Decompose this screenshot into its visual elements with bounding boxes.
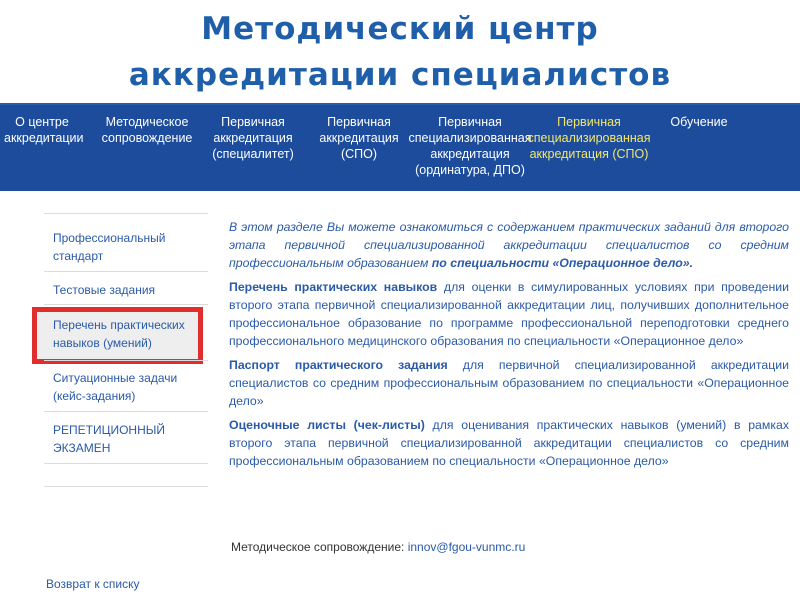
sidebar-divider [44, 360, 208, 361]
contact-label: Методическое сопровождение: [231, 540, 405, 554]
nav-item-primary-specialty[interactable]: Первичная аккредитация (специалитет) [212, 115, 294, 161]
title-line-1: Методический центр [201, 11, 599, 47]
contact-line [231, 540, 525, 554]
checklists-paragraph [229, 416, 789, 470]
sidebar-divider [44, 411, 208, 412]
skills-list-text: для оценки в симулированных условиях при проведении второго этапа первичной специализированной аккредитации лиц, получивших дополнительное профессиональное образование по программе профессиональной переподготовки среднего профессионального медицинского образования по специальности «Операционное дело» [229, 280, 789, 348]
nav-item-about[interactable]: О центре аккредитации [4, 115, 84, 145]
intro-specialty: по специальности «Операционное дело». [431, 256, 693, 270]
sidebar-divider [44, 486, 208, 487]
task-passport-link[interactable]: Паспорт практического задания [229, 358, 448, 372]
nav-item-methodical-support[interactable]: Методическое сопровождение [101, 115, 193, 145]
task-passport-paragraph [229, 356, 789, 410]
intro-paragraph [229, 218, 789, 272]
nav-item-specialized-residency[interactable]: Первичная специализированная аккредитация (ординатура, ДПО) [408, 115, 532, 177]
page-title [0, 6, 800, 98]
nav-item-specialized-spo[interactable]: Первичная специализированная аккредитация (СПО) [527, 115, 651, 161]
main-content [229, 218, 789, 476]
skills-list-paragraph [229, 278, 789, 350]
skills-list-link[interactable]: Перечень практических навыков [229, 280, 438, 294]
checklists-text: для оценивания практических навыков (умений) в рамках второго этапа первичной специализированной аккредитации специалистов со средним профессиональным образованием по специальности «Операционное дело» [229, 418, 789, 468]
title-line-2: аккредитации специалистов [128, 57, 672, 93]
sidebar-divider [44, 304, 208, 305]
task-passport-text: для первичной специализированной аккредитации специалистов со средним профессиональным образованием по специальности «Операционное дело» [229, 358, 789, 408]
back-to-list-link[interactable]: Возврат к списку [46, 577, 140, 591]
contact-email[interactable]: innov@fgou-vunmc.ru [407, 540, 526, 554]
nav-item-primary-spo[interactable]: Первичная аккредитация (СПО) [319, 115, 399, 161]
sidebar-divider [44, 271, 208, 272]
intro-text: В этом разделе Вы можете ознакомиться с содержанием практических заданий для второго этапа первичной специализированной аккредитации специалистов со средним профессиональным образованием [229, 220, 789, 270]
top-navigation [0, 103, 800, 191]
sidebar-divider [44, 213, 208, 214]
nav-item-training[interactable]: Обучение [670, 115, 728, 129]
checklists-link[interactable]: Оценочные листы (чек-листы) [229, 418, 425, 432]
sidebar-divider [44, 463, 208, 464]
